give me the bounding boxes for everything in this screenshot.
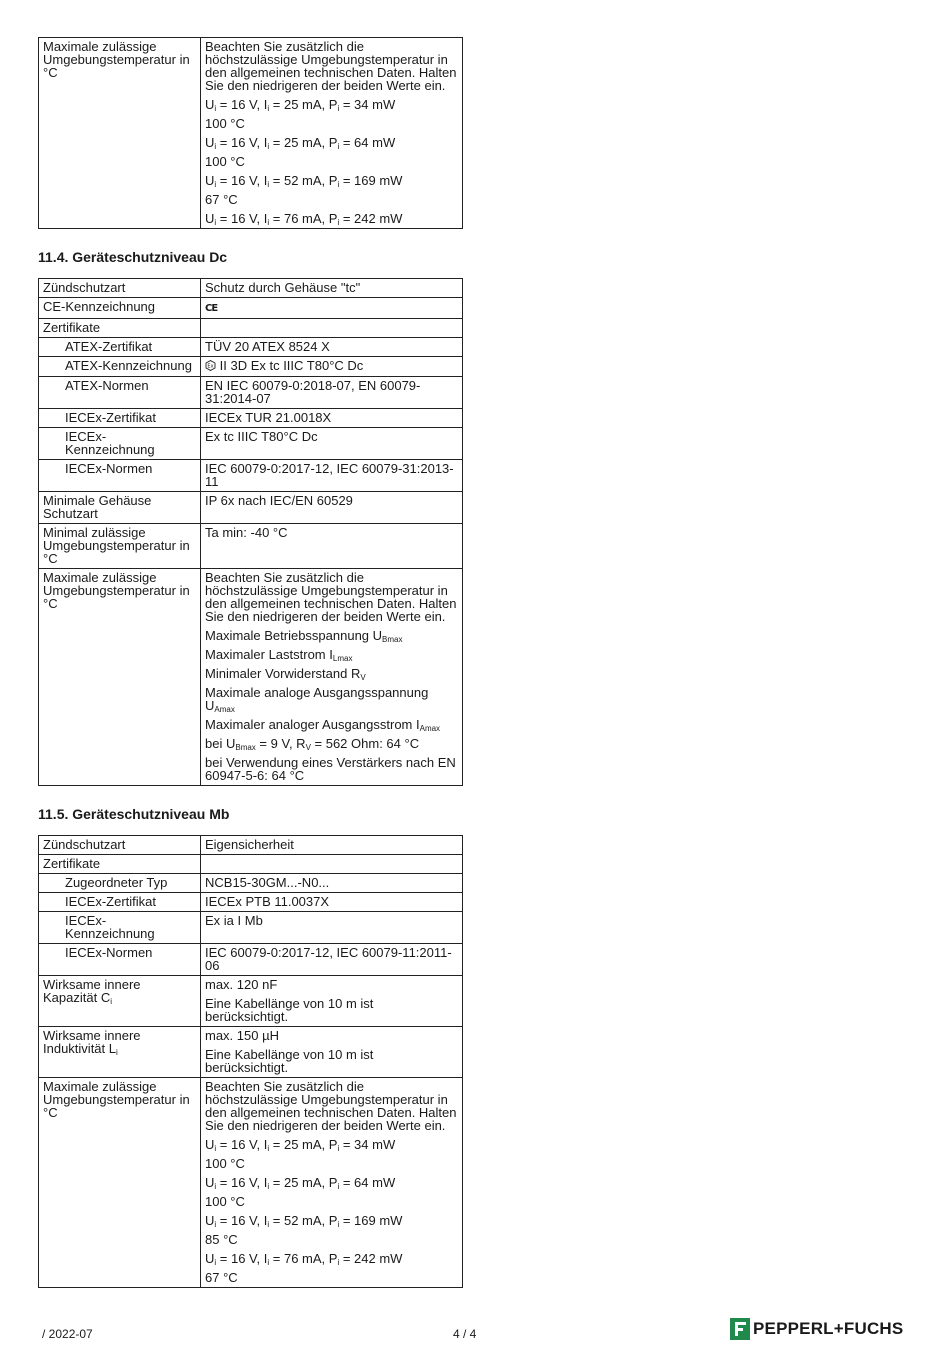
table-row — [39, 976, 463, 1027]
cell-value — [201, 319, 463, 338]
cable-note: Eine Kabellänge von 10 m ist berücksichtigt. — [205, 996, 374, 1024]
cell-label: ATEX-Normen — [39, 377, 201, 409]
cell-label: Wirksame innere Induktivität $L_i$ — [39, 1027, 201, 1078]
u-amax: Maximale analoge Ausgangsspannung $U_{Amax}$ — [205, 685, 429, 714]
temp-4: 67 °C — [205, 1270, 238, 1285]
table-row — [39, 319, 463, 338]
rating-1: $U_i = 16$ V, $I_i = 25$ mA, $P_i = 34$ mW — [205, 97, 396, 113]
cell-label: IECEx-Zertifikat — [39, 409, 201, 428]
capacitance-value: max. 120 nF — [205, 977, 278, 992]
cell-label: Minimale Gehäuse Schutzart — [39, 492, 201, 524]
temp-2: 100 °C — [205, 154, 245, 169]
section-heading-mb: 11.5. Geräteschutzniveau Mb — [38, 806, 230, 822]
cell-label: CE-Kennzeichnung — [39, 298, 201, 319]
footer-page-number: 4 / 4 — [453, 1327, 477, 1341]
cell-label: Minimal zulässige Umgebungstemperatur in °C — [39, 524, 201, 569]
temp-2: 100 °C — [205, 1194, 245, 1209]
cell-label: IECEx-Zertifikat — [39, 893, 201, 912]
brand-logo — [730, 1318, 903, 1340]
table-row — [39, 836, 463, 855]
section-heading-dc: 11.4. Geräteschutzniveau Dc — [38, 249, 228, 265]
cell-label: Zündschutzart — [39, 836, 201, 855]
cell-label: ATEX-Zertifikat — [39, 338, 201, 357]
max-temp-note: Beachten Sie zusätzlich die höchstzulässige Umgebungstemperatur in den allgemeinen technischen Daten. Halten Sie den niedrigeren der beiden Werte ein. — [205, 1079, 457, 1133]
table-row — [39, 338, 463, 357]
cell-value: IECEx TUR 21.0018X — [201, 409, 463, 428]
max-temp-label: Maximale zulässige Umgebungstemperatur in °C — [39, 38, 201, 229]
cell-value: Schutz durch Gehäuse "tc" — [201, 279, 463, 298]
table-row — [39, 279, 463, 298]
temp-3: 85 °C — [205, 1232, 238, 1247]
table-row — [39, 912, 463, 944]
cell-value — [201, 357, 463, 377]
table-row — [39, 357, 463, 377]
cell-value: IP 6x nach IEC/EN 60529 — [201, 492, 463, 524]
cell-value: Ex tc IIIC T80°C Dc — [201, 428, 463, 460]
table-row — [39, 1027, 463, 1078]
max-temp-note: Beachten Sie zusätzlich die höchstzulässige Umgebungstemperatur in den allgemeinen technischen Daten. Halten Sie den niedrigeren der beiden Werte ein. — [205, 39, 457, 93]
table-row — [39, 428, 463, 460]
cell-label: Zündschutzart — [39, 279, 201, 298]
table-row — [39, 893, 463, 912]
r-v: Minimaler Vorwiderstand $R_V$ — [205, 666, 366, 682]
bei-values: bei $U_{Bmax} = 9$ V, $R_V = 562$ Ohm: 64 °C — [205, 736, 420, 752]
cell-value: Ex ia I Mb — [201, 912, 463, 944]
i-lmax: Maximaler Laststrom $I_{Lmax}$ — [205, 647, 353, 663]
ex-hexagon-icon — [205, 360, 216, 373]
ce-icon: CE — [205, 303, 218, 314]
table-row — [39, 492, 463, 524]
brand-name: PEPPERL+FUCHS — [753, 1319, 904, 1338]
table-row — [39, 524, 463, 569]
cell-value: EN IEC 60079-0:2018-07, EN 60079-31:2014-07 — [201, 377, 463, 409]
cell-label: Maximale zulässige Umgebungstemperatur in °C — [39, 569, 201, 786]
cell-value: IEC 60079-0:2017-12, IEC 60079-11:2011-06 — [201, 944, 463, 976]
cell-value: Eigensicherheit — [201, 836, 463, 855]
temp-1: 100 °C — [205, 116, 245, 131]
rating-4: $U_i = 16$ V, $I_i = 76$ mA, $P_i = 242$ mW — [205, 211, 403, 227]
ce-mark — [201, 298, 463, 319]
cell-label: IECEx-Normen — [39, 460, 201, 492]
cell-label: IECEx-Kennzeichnung — [39, 912, 201, 944]
table-row — [39, 38, 463, 229]
cell-value — [201, 569, 463, 786]
rating-3: $U_i = 16$ V, $I_i = 52$ mA, $P_i = 169$ mW — [205, 1213, 403, 1229]
cable-note: Eine Kabellänge von 10 m ist berücksichtigt. — [205, 1047, 374, 1075]
footer-date: / 2022-07 — [42, 1327, 93, 1341]
cell-label: IECEx-Normen — [39, 944, 201, 976]
cell-label: ATEX-Kennzeichnung — [39, 357, 201, 377]
table-dc — [38, 278, 463, 786]
temp-1: 100 °C — [205, 1156, 245, 1171]
svg-text:Ex: Ex — [207, 363, 214, 370]
table-row — [39, 569, 463, 786]
cell-value — [201, 855, 463, 874]
cell-value — [201, 1027, 463, 1078]
cell-value — [201, 976, 463, 1027]
rating-4: $U_i = 16$ V, $I_i = 76$ mA, $P_i = 242$ mW — [205, 1251, 403, 1267]
atex-mark-text: II 3D Ex tc IIIC T80°C Dc — [219, 358, 364, 373]
table-row — [39, 874, 463, 893]
cell-label: Wirksame innere Kapazität $C_i$ — [39, 976, 201, 1027]
cell-label: Maximale zulässige Umgebungstemperatur in °C — [39, 1078, 201, 1288]
cell-label: Zertifikate — [39, 855, 201, 874]
cell-value: Ta min: -40 °C — [201, 524, 463, 569]
cell-label: Zertifikate — [39, 319, 201, 338]
cell-value: TÜV 20 ATEX 8524 X — [201, 338, 463, 357]
rating-3: $U_i = 16$ V, $I_i = 52$ mA, $P_i = 169$ mW — [205, 173, 403, 189]
table-row — [39, 377, 463, 409]
pepperl-fuchs-logo-icon — [730, 1318, 750, 1340]
max-temp-values — [201, 38, 463, 229]
table-max-temp-continued — [38, 37, 463, 229]
cell-label: Zugeordneter Typ — [39, 874, 201, 893]
i-amax: Maximaler analoger Ausgangsstrom $I_{Amax}$ — [205, 717, 441, 733]
cell-label: IECEx-Kennzeichnung — [39, 428, 201, 460]
table-row — [39, 409, 463, 428]
table-mb — [38, 835, 463, 1288]
table-row — [39, 944, 463, 976]
cell-value: IECEx PTB 11.0037X — [201, 893, 463, 912]
table-row — [39, 460, 463, 492]
cell-value: NCB15-30GM...-N0... — [201, 874, 463, 893]
cell-value — [201, 1078, 463, 1288]
v-bmax: Maximale Betriebsspannung $U_{Bmax}$ — [205, 628, 403, 644]
rating-2: $U_i = 16$ V, $I_i = 25$ mA, $P_i = 64$ mW — [205, 1175, 396, 1191]
rating-1: $U_i = 16$ V, $I_i = 25$ mA, $P_i = 34$ mW — [205, 1137, 396, 1153]
amplifier-note: bei Verwendung eines Verstärkers nach EN 60947-5-6: 64 °C — [205, 755, 456, 783]
table-row — [39, 298, 463, 319]
temp-3: 67 °C — [205, 192, 238, 207]
inductance-value: max. 150 µH — [205, 1028, 279, 1043]
rating-2: $U_i = 16$ V, $I_i = 25$ mA, $P_i = 64$ mW — [205, 135, 396, 151]
cell-value: IEC 60079-0:2017-12, IEC 60079-31:2013-11 — [201, 460, 463, 492]
table-row — [39, 1078, 463, 1288]
table-row — [39, 855, 463, 874]
max-temp-note: Beachten Sie zusätzlich die höchstzulässige Umgebungstemperatur in den allgemeinen technischen Daten. Halten Sie den niedrigeren der beiden Werte ein. — [205, 570, 457, 624]
